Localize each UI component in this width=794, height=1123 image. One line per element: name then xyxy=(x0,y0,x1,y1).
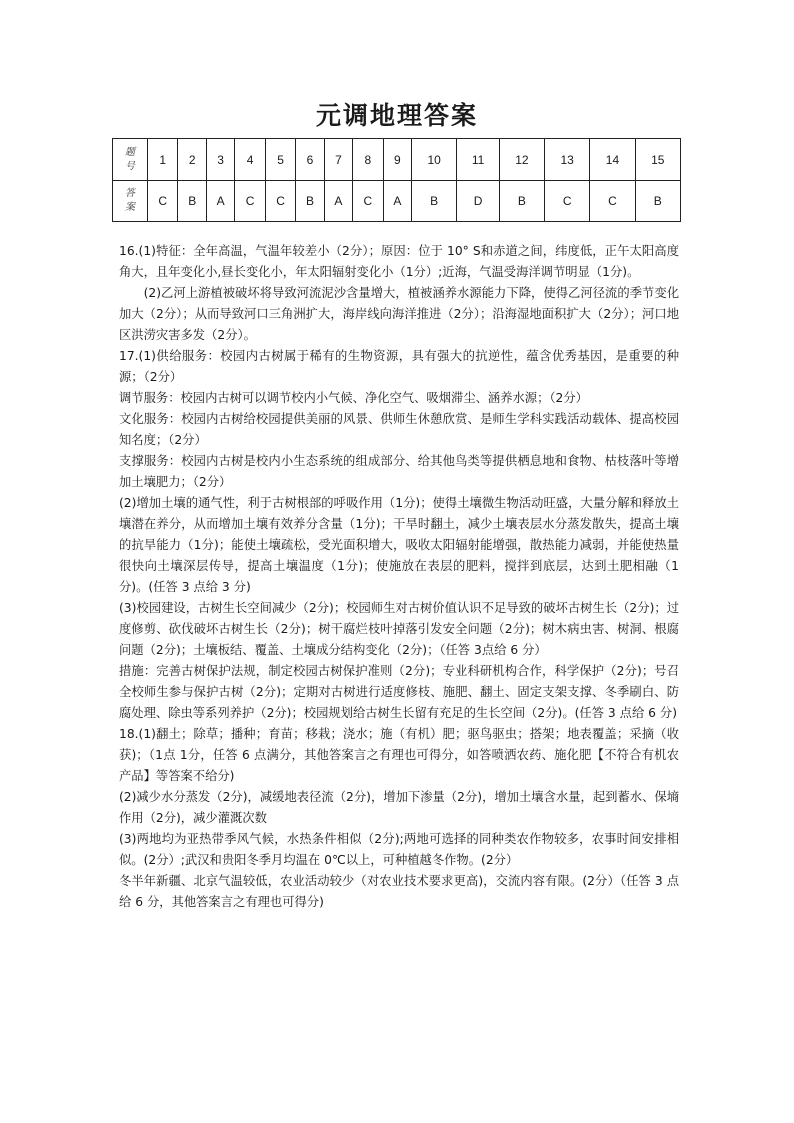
paragraph-q17-1-regulating: 调节服务：校园内古树可以调节校内小气候、净化空气、吸烟滞尘、涵养水源；（2分） xyxy=(119,391,588,405)
question-number-cell: 6 xyxy=(296,139,324,181)
answer-cell: C xyxy=(353,181,383,222)
question-number-cell: 8 xyxy=(353,139,383,181)
answer-cell: A xyxy=(206,181,234,222)
row-header-char: 题 xyxy=(125,146,135,158)
question-number-row xyxy=(113,139,681,181)
answer-cell: C xyxy=(590,181,635,222)
answer-cell: C xyxy=(148,181,178,222)
question-number-cell: 3 xyxy=(206,139,234,181)
question-number-cell: 13 xyxy=(545,139,590,181)
paragraph-q17-2: (2)增加土壤的通气性，利于古树根部的呼吸作用（1分)；使得土壤微生物活动旺盛，大量分解和释放土壤潜在养分，从而增加土壤有效养分含量（1分)；干旱时翻土，减少土壤表层水分蒸发散失，提高土壤的抗旱能力（1分)；能使土壤疏松，受光面积增大，吸收太阳辐射能增强，散热能力减弱，并能使热量很快向土壤深层传导，提高土壤温度（1分)；使施放在表层的肥料，搅拌到底层，达到土肥相融（1分)。(任答 3 点给 3 分) xyxy=(119,496,679,594)
paragraph-q18-1: 18.(1)翻土；除草；播种；育苗；移栽；浇水；施（有机）肥；驱鸟驱虫；搭架；地表覆盖；采摘（收获)；（1点 1分，任答 6 点满分，其他答案言之有理也可得分，如答喷洒农药、施化肥【不符合有机农产品】等答案不给分) xyxy=(119,727,679,783)
question-number-cell: 10 xyxy=(412,139,457,181)
answer-cell: B xyxy=(499,181,544,222)
paragraph-q17-1-supply: 17.(1)供给服务：校园内古树属于稀有的生物资源，具有强大的抗逆性，蕴含优秀基因，是重要的种源；（2分） xyxy=(119,349,679,384)
paragraph-q17-1-cultural: 文化服务：校园内古树给校园提供美丽的风景、供师生休憩欣赏、是师生学科实践活动载体、提高校园知名度；（2分） xyxy=(119,412,679,447)
question-number-cell: 4 xyxy=(235,139,265,181)
question-number-cell: 1 xyxy=(148,139,178,181)
paragraph-q16-1: 16.(1)特征：全年高温，气温年较差小（2分）；原因：位于 10° S和赤道之间，纬度低，正午太阳高度角大，且年变化小,昼长变化小，年太阳辐射变化小（1分）;近海，气温受海洋调节明显（1分)。 xyxy=(119,244,679,279)
answer-cell: A xyxy=(324,181,352,222)
question-number-cell: 2 xyxy=(178,139,206,181)
answer-cell: A xyxy=(383,181,411,222)
row-header-char: 答 xyxy=(125,188,135,199)
row-header-char: 案 xyxy=(125,202,135,213)
row-header-question-number xyxy=(113,139,148,181)
paragraph-q17-1-supporting: 支撑服务：校园内古树是校内小生态系统的组成部分、给其他鸟类等提供栖息地和食物、枯枝落叶等增加土壤肥力；（2分） xyxy=(119,454,679,489)
answer-cell: B xyxy=(635,181,680,222)
paragraph-q17-3: (3)校园建设，古树生长空间减少（2分)；校园师生对古树价值认识不足导致的破坏古树生长（2分)；过度修剪、砍伐破坏古树生长（2分)；树干腐烂枝叶掉落引发安全问题（2分)；树木病虫害、树洞、根腐问题（2分)；土壤板结、覆盖、土壤成分结构变化（2分)；（任答 3点给 6 分） xyxy=(119,601,679,657)
answer-table xyxy=(112,138,681,222)
paragraph-q18-2: (2)减少水分蒸发（2分)，减缓地表径流（2分)，增加下渗量（2分)，增加土壤含水量，起到蓄水、保墒作用（2分)，减少灌溉次数 xyxy=(119,790,679,825)
row-header-char: 号 xyxy=(125,160,135,172)
answer-row xyxy=(113,181,681,222)
paragraph-q18-3: (3)两地均为亚热带季风气候，水热条件相似（2分);两地可选择的同种类农作物较多，农事时间安排相似。(2分）;武汉和贵阳冬季月均温在 0℃以上，可种植越冬作物。(2分） xyxy=(119,832,679,867)
question-number-cell: 14 xyxy=(590,139,635,181)
question-number-cell: 9 xyxy=(383,139,411,181)
answer-cell: C xyxy=(235,181,265,222)
answer-cell: D xyxy=(457,181,499,222)
answer-cell: B xyxy=(178,181,206,222)
paragraph-q17-3-measures: 措施：完善古树保护法规，制定校园古树保护准则（2分)；专业科研机构合作，科学保护（2分)；号召全校师生参与保护古树（2分)；定期对古树进行适度修枝、施肥、翻土、固定支架支撑、冬季刷白、防腐处理、除虫等系列养护（2分)；校园规划给古树生长留有充足的生长空间（2分)。(任答 3 点给 6 分) xyxy=(119,664,679,720)
answer-explanations xyxy=(119,241,679,913)
question-number-cell: 11 xyxy=(457,139,499,181)
row-header-answer xyxy=(113,181,148,222)
paragraph-q16-2: (2)乙河上游植被破坏将导致河流泥沙含量增大，植被涵养水源能力下降，使得乙河径流的季节变化加大（2分）；从而导致河口三角洲扩大，海岸线向海洋推进（2分）；沿海湿地面积扩大（2分）；河口地区洪涝灾害多发（2分）。 xyxy=(119,286,679,342)
paragraph-q18-3-cont: 冬半年新疆、北京气温较低，农业活动较少（对农业技术要求更高)，交流内容有限。(2分）（任答 3 点给 6 分，其他答案言之有理也可得分) xyxy=(119,874,679,909)
answer-cell: B xyxy=(296,181,324,222)
answer-cell: C xyxy=(265,181,295,222)
question-number-cell: 12 xyxy=(499,139,544,181)
question-number-cell: 5 xyxy=(265,139,295,181)
answer-cell: C xyxy=(545,181,590,222)
question-number-cell: 7 xyxy=(324,139,352,181)
page-title: 元调地理答案 xyxy=(315,101,478,130)
answer-cell: B xyxy=(412,181,457,222)
question-number-cell: 15 xyxy=(635,139,680,181)
